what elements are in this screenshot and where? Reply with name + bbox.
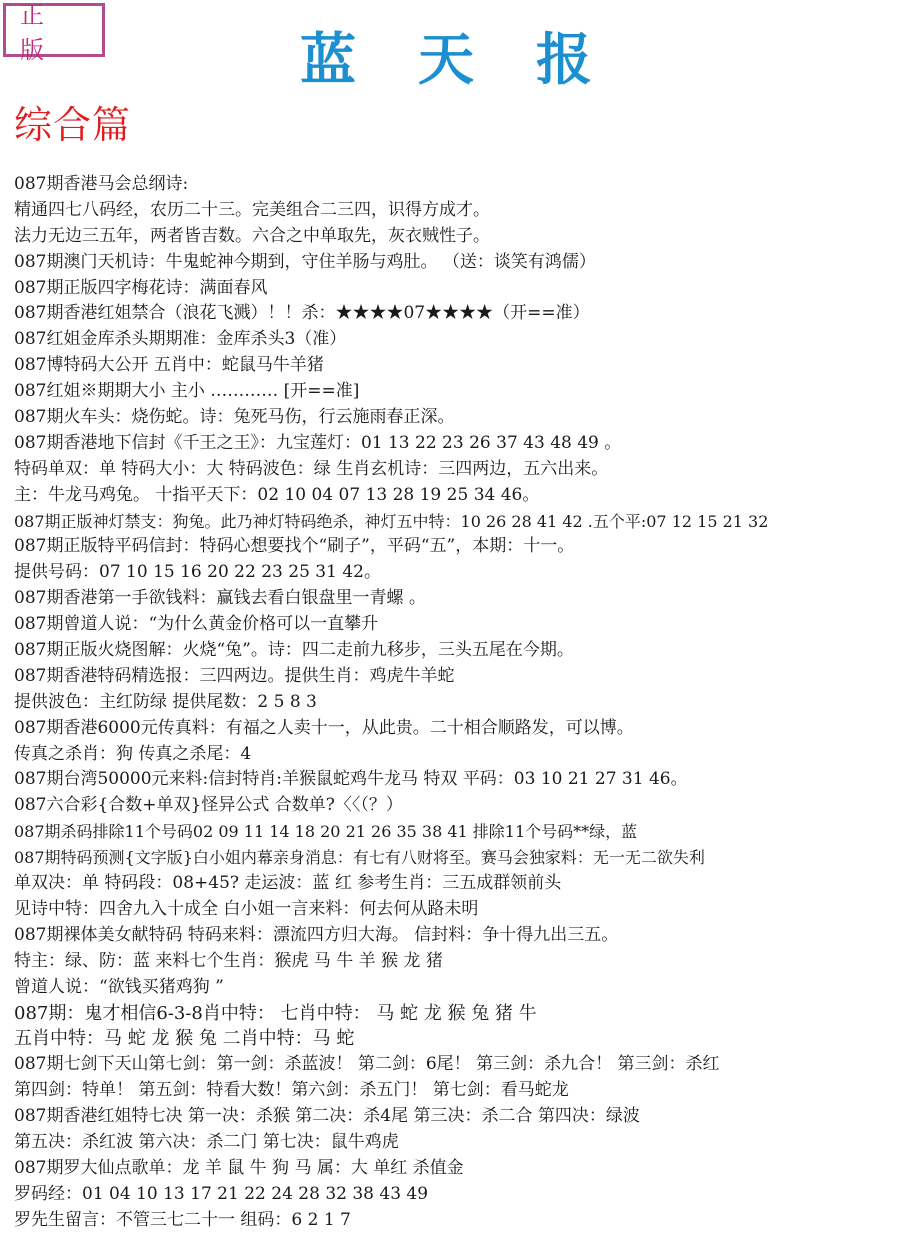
text-line: 087期正版火烧图解：火烧“兔”。诗：四二走前九移步，三头五尾在今期。: [14, 640, 574, 661]
text-line: 罗先生留言：不管三七二十一 组码：6 2 1 7: [14, 1209, 351, 1230]
text-line: 曾道人说：“欲钱买猪鸡狗 ”: [14, 976, 224, 997]
text-line: 087期七剑下天山第七剑：第一剑：杀蓝波！ 第二剑：6尾！ 第三剑：杀九合！ 第三剑：杀红: [14, 1054, 720, 1075]
text-line: 087期香港红姐特七决 第一决：杀猴 第二决：杀4尾 第三决：杀二合 第四决：绿波: [14, 1106, 640, 1127]
text-line: 087六合彩{合数+单双}怪异公式 合数单?〈〈（？）: [14, 795, 403, 816]
text-line: 提供波色：主红防绿 提供尾数：2 5 8 3: [14, 691, 317, 712]
text-line: 087红姐※期期大小 主小 ………… [开==准]: [14, 381, 360, 402]
text-line: 087期香港6000元传真料：有福之人卖十一，从此贵。二十相合顺路发，可以博。: [14, 717, 634, 738]
text-line: 五肖中特：马 蛇 龙 猴 兔 二肖中特：马 蛇: [14, 1028, 355, 1050]
text-line: 见诗中特：四舍九入十成全 白小姐一言来料：何去何从路未明: [14, 898, 479, 919]
text-line: 087期正版神灯禁支：狗兔。此乃神灯特码绝杀，神灯五中特：10 26 28 41 42 .五个平:07 12 15 21 32: [14, 511, 769, 531]
article-body: [14, 172, 894, 1234]
text-line: 第四剑：特单！ 第五剑：特看大数！第六剑：杀五门！ 第七剑：看马蛇龙: [14, 1080, 569, 1101]
text-line: 特码单双：单 特码大小：大 特码波色：绿 生肖玄机诗：三四两边，五六出来。: [14, 458, 609, 479]
text-line: 主：牛龙马鸡兔。 十指平天下：02 10 04 07 13 28 19 25 34 46。: [14, 484, 540, 505]
text-line: 087期：鬼才相信6-3-8肖中特： 七肖中特： 马 蛇 龙 猴 兔 猪 牛: [14, 1002, 537, 1024]
text-line: 第五决：杀红波 第六决：杀二门 第七决：鼠牛鸡虎: [14, 1131, 399, 1152]
text-line: 提供号码：07 10 15 16 20 22 23 25 31 42。: [14, 562, 381, 583]
text-line: 法力无边三五年，两者皆吉数。六合之中单取先，灰衣贼性子。: [14, 225, 490, 246]
text-line: 罗码经：01 04 10 13 17 21 22 24 28 32 38 43 49: [14, 1183, 429, 1204]
text-line: 087期正版特平码信封：特码心想要找个“刷子”，平码“五”，本期：十一。: [14, 536, 575, 557]
text-line: 087博特码大公开 五肖中：蛇鼠马牛羊猪: [14, 355, 324, 376]
text-line: 087期正版四字梅花诗：满面春风: [14, 277, 268, 298]
text-line: 087期曾道人说：“为什么黄金价格可以一直攀升: [14, 614, 379, 635]
text-line: 087期香港马会总纲诗:: [14, 174, 189, 194]
text-line: 087期香港第一手欲钱料：赢钱去看白银盘里一青螺 。: [14, 588, 426, 609]
edition-badge: 正 版: [3, 3, 105, 57]
text-line: 087期火车头：烧伤蛇。诗：兔死马伤，行云施雨春正深。: [14, 407, 455, 428]
text-line: 087期香港特码精选报：三四两边。提供生肖：鸡虎牛羊蛇: [14, 665, 455, 686]
text-line: 特主：绿、防：蓝 来料七个生肖：猴虎 马 牛 羊 猴 龙 猪: [14, 950, 443, 971]
text-line: 087期罗大仙点歌单：龙 羊 鼠 牛 狗 马 属：大 单红 杀值金: [14, 1157, 464, 1178]
text-line: 单双决：单 特码段：08+45? 走运波：蓝 红 参考生肖：三五成群领前头: [14, 873, 562, 894]
text-line: 精通四七八码经，农历二十三。完美组合二三四，识得方成才。: [14, 199, 490, 220]
section-heading: 综合篇: [14, 103, 132, 147]
text-line: 087红姐金库杀头期期准：金库杀头3（准）: [14, 329, 347, 350]
text-line: 087期澳门天机诗：牛鬼蛇神今期到，守住羊肠与鸡肚。 （送：谈笑有鸿儒）: [14, 251, 596, 272]
text-line: 087期杀码排除11个号码02 09 11 14 18 20 21 26 35 38 41 排除11个号码**绿，蓝: [14, 822, 638, 842]
text-line: 087期香港地下信封《千王之王》：九宝莲灯：01 13 22 23 26 37 43 48 49 。: [14, 432, 622, 453]
text-line: 传真之杀肖：狗 传真之杀尾：4: [14, 743, 252, 764]
text-line: 087期裸体美女献特码 特码来料：漂流四方归大海。 信封料：争十得九出三五。: [14, 924, 619, 945]
text-line: 087期台湾50000元来料:信封特肖:羊猴鼠蛇鸡牛龙马 特双 平码：03 10 21 27 31 46。: [14, 769, 688, 790]
text-line: 087期特码预测{文字版}白小姐内幕亲身消息：有七有八财将至。赛马会独家料：无一无二欲失利: [14, 848, 705, 868]
newspaper-title: 蓝天报: [300, 27, 654, 93]
text-line: 087期香港红姐禁合（浪花飞溅）！！杀：★★★★07★★★★（开==准）: [14, 303, 590, 324]
